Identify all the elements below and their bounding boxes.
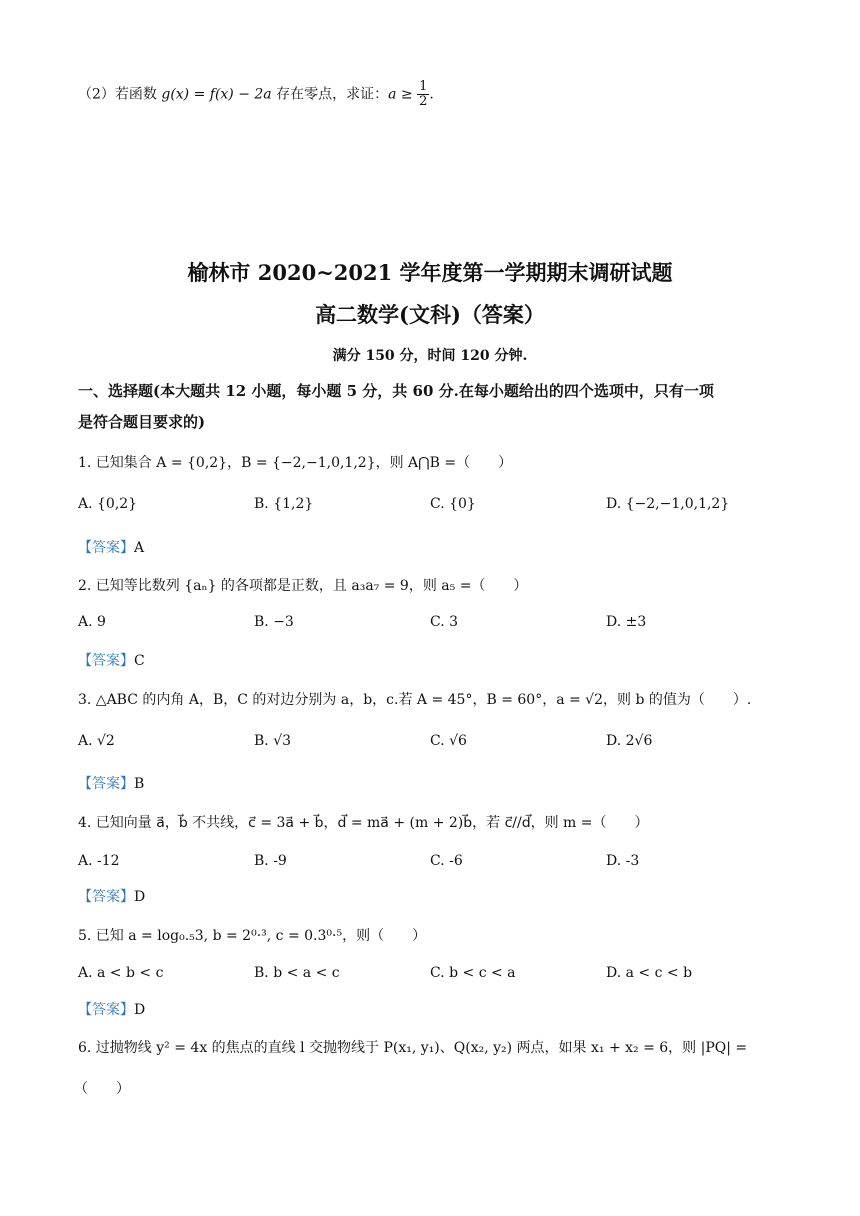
question-5-option-c: C. b < c < a [430, 965, 516, 981]
fraction-numerator: 1 [419, 79, 428, 94]
question-4-option-a: A. -12 [78, 853, 120, 869]
page-subtitle: 高二数学(文科)（答案） [315, 302, 545, 327]
question-4-option-c: C. -6 [430, 853, 463, 869]
question-5-answer [78, 999, 145, 1019]
answer-value: B [134, 776, 145, 792]
part2-fraction [417, 80, 429, 109]
part2-expr: g(x) = f(x) − 2a [161, 86, 272, 103]
question-1-answer [78, 537, 144, 557]
question-1-option-d: D. {−2,−1,0,1,2} [606, 496, 730, 512]
question-2-answer [78, 650, 145, 670]
answer-value: D [134, 1002, 146, 1018]
exam-info: 满分 150 分，时间 120 分钟. [332, 348, 528, 364]
question-5-option-a: A. a < b < c [78, 965, 164, 981]
question-2-option-d: D. ±3 [606, 614, 647, 630]
question-3-option-a: A. √2 [78, 733, 115, 749]
question-5-option-d: D. a < c < b [606, 965, 693, 981]
question-2-option-c: C. 3 [430, 614, 459, 630]
part2-prefix: （2）若函数 [78, 86, 162, 103]
answer-value: D [134, 889, 146, 905]
question-3-answer [78, 773, 144, 793]
answer-tag: 【答案】 [78, 889, 134, 905]
question-3-option-d: D. 2√6 [606, 733, 653, 749]
question-1-option-a: A. {0,2} [78, 496, 138, 512]
question-6-stem-line1: 6. 过抛物线 y² = 4x 的焦点的直线 l 交抛物线于 P(x₁, y₁)、Q(x₂, y₂) 两点，如果 x₁ + x₂ = 6，则 |PQ| = [78, 1040, 748, 1056]
part2-end: . [429, 86, 434, 103]
question-5-stem: 5. 已知 a = log₀.₅3, b = 2⁰·³, c = 0.3⁰·⁵，则（ ） [78, 928, 427, 944]
fraction-denominator: 2 [419, 94, 428, 109]
answer-tag: 【答案】 [78, 540, 134, 556]
question-5-option-b: B. b < a < c [254, 965, 340, 981]
question-4-option-d: D. -3 [606, 853, 640, 869]
question-3-stem: 3. △ABC 的内角 A，B，C 的对边分别为 a，b，c.若 A = 45°，B = 60°，a = √2，则 b 的值为（ ）. [78, 692, 752, 708]
question-2-option-b: B. −3 [254, 614, 294, 630]
part2-mid: 存在零点，求证： [271, 86, 389, 103]
section-heading-line1: 一、选择题(本大题共 12 小题，每小题 5 分，共 60 分.在每小题给出的四个选项中，只有一项 [78, 382, 714, 400]
answer-tag: 【答案】 [78, 1002, 134, 1018]
section-heading-line2: 是符合题目要求的) [78, 413, 206, 431]
answer-tag: 【答案】 [78, 776, 134, 792]
answer-value: C [134, 653, 145, 669]
question-4-stem: 4. 已知向量 a⃗，b⃗ 不共线，c⃗ = 3a⃗ + b⃗，d⃗ = ma⃗ + (m + 2)b⃗，若 c⃗//d⃗，则 m =（ ） [78, 815, 649, 831]
question-4-answer [78, 886, 145, 906]
question-6-stem-line2: （ ） [74, 1081, 130, 1097]
question-4-option-b: B. -9 [254, 853, 287, 869]
question-1-option-b: B. {1,2} [254, 496, 314, 512]
question-1-stem: 1. 已知集合 A = {0,2}，B = {−2,−1,0,1,2}，则 A⋂B =（ ） [78, 455, 513, 471]
answer-tag: 【答案】 [78, 653, 134, 669]
question-2-option-a: A. 9 [78, 614, 106, 630]
question-2-stem: 2. 已知等比数列 {aₙ} 的各项都是正数，且 a₃a₇ = 9，则 a₅ =（ ） [78, 578, 528, 594]
question-3-option-c: C. √6 [430, 733, 467, 749]
question-3-option-b: B. √3 [254, 733, 292, 749]
page-title: 榆林市 2020~2021 学年度第一学期期末调研试题 [187, 260, 673, 285]
part2-line [78, 80, 434, 109]
answer-value: A [134, 540, 145, 556]
question-1-option-c: C. {0} [430, 496, 476, 512]
part2-ineq: a ≥ [388, 86, 418, 103]
